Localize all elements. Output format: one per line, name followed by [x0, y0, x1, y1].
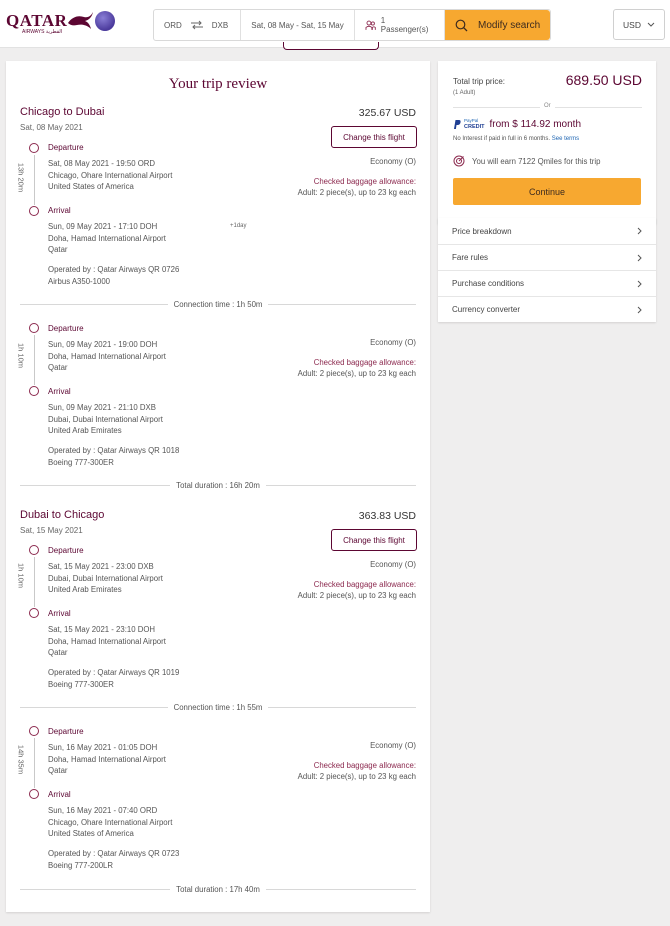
- arrival-marker-icon: [29, 608, 39, 618]
- aircraft-type: Boeing 777-300ER: [48, 457, 114, 467]
- next-day-indicator: +1day: [230, 223, 247, 229]
- departure-marker-icon: [29, 143, 39, 153]
- qmiles-target-icon: [453, 155, 465, 167]
- operated-by: Operated by : Qatar Airways QR 0723: [48, 849, 180, 858]
- bound-route-title: Dubai to Chicago: [20, 509, 105, 521]
- baggage-title: Checked baggage allowance:: [313, 761, 416, 770]
- currency-dropdown[interactable]: [613, 9, 665, 40]
- arrival-airport: Doha, Hamad International Airport: [48, 636, 166, 646]
- change-flight-button[interactable]: Change this flight: [331, 126, 417, 148]
- passenger-selector[interactable]: [355, 10, 445, 40]
- operator-info: [48, 848, 179, 871]
- departure-info: [48, 339, 166, 374]
- operator-info: [48, 445, 179, 468]
- departure-info: [48, 158, 172, 193]
- arrival-country: Qatar: [48, 648, 68, 657]
- chevron-down-icon: [647, 22, 655, 27]
- currency-converter-row[interactable]: [438, 296, 656, 322]
- departure-country: United States of America: [48, 182, 134, 191]
- summary-menu: [438, 218, 656, 322]
- operator-info: [48, 667, 179, 690]
- total-price-label: Total trip price:: [453, 77, 506, 86]
- paypal-credit-row[interactable]: [453, 118, 581, 130]
- search-icon: [455, 19, 468, 32]
- price-summary-card: [438, 61, 656, 224]
- see-terms-link[interactable]: See terms: [551, 136, 580, 142]
- arrival-airport: Doha, Hamad International Airport: [48, 233, 166, 243]
- baggage-allowance: Adult: 2 piece(s), up to 23 kg each: [297, 772, 416, 781]
- departure-time: Sat, 15 May 2021 - 23:00 DXB: [48, 562, 154, 571]
- trip-review-card: [6, 61, 430, 912]
- connection-divider: [20, 702, 416, 712]
- paypal-brand: PayPal: [464, 118, 479, 123]
- fare-rules-row[interactable]: [438, 244, 656, 270]
- chevron-right-icon: [637, 306, 642, 314]
- operated-by: Operated by : Qatar Airways QR 1019: [48, 668, 180, 677]
- departure-info: [48, 742, 166, 777]
- modify-search-button[interactable]: [445, 10, 550, 40]
- total-duration-divider: [20, 480, 416, 490]
- arrival-airport: Dubai, Dubai International Airport: [48, 414, 163, 424]
- aircraft-type: Boeing 777-200LR: [48, 860, 114, 870]
- arrival-info: [48, 402, 163, 437]
- timeline-line: [34, 557, 35, 607]
- continue-button[interactable]: Continue: [453, 178, 641, 205]
- arrival-label: Arrival: [48, 790, 71, 799]
- oryx-icon: [66, 9, 94, 31]
- departure-country: United Arab Emirates: [48, 585, 122, 594]
- operator-info: [48, 264, 179, 287]
- departure-label: Departure: [48, 727, 84, 736]
- arrival-marker-icon: [29, 789, 39, 799]
- departure-country: Qatar: [48, 363, 68, 372]
- baggage-title: Checked baggage allowance:: [313, 358, 416, 367]
- top-header: [0, 0, 670, 48]
- aircraft-type: Boeing 777-300ER: [48, 679, 114, 689]
- price-breakdown-row[interactable]: [438, 218, 656, 244]
- menu-label: Price breakdown: [452, 226, 512, 236]
- leg-duration: 1h 10m: [16, 342, 26, 369]
- destination-code: DXB: [211, 20, 229, 30]
- departure-airport: Chicago, Ohare International Airport: [48, 170, 173, 180]
- connection-time: Connection time : 1h 50m: [173, 299, 263, 309]
- total-duration: Total duration : 16h 20m: [176, 480, 260, 490]
- baggage-allowance: Adult: 2 piece(s), up to 23 kg each: [297, 188, 416, 197]
- route-selector[interactable]: [154, 10, 241, 40]
- departure-label: Departure: [48, 324, 84, 333]
- chevron-right-icon: [637, 254, 642, 262]
- connection-divider: [20, 299, 416, 309]
- baggage-title: Checked baggage allowance:: [313, 580, 416, 589]
- departure-label: Departure: [48, 143, 84, 152]
- qatar-airways-logo[interactable]: [6, 9, 92, 35]
- bound-date: Sat, 08 May 2021: [20, 123, 83, 132]
- passenger-count: 1 Passenger(s): [380, 16, 429, 34]
- logo-subtext: AIRWAYS القطرية: [22, 29, 63, 35]
- arrival-time: Sun, 09 May 2021 - 17:10 DOH: [48, 222, 158, 231]
- total-price: 689.50 USD: [565, 72, 642, 88]
- departure-time: Sat, 08 May 2021 - 19:50 ORD: [48, 159, 156, 168]
- arrival-country: United States of America: [48, 829, 134, 838]
- arrival-time: Sun, 16 May 2021 - 07:40 ORD: [48, 806, 158, 815]
- arrival-label: Arrival: [48, 387, 71, 396]
- arrival-label: Arrival: [48, 206, 71, 215]
- travel-dates: Sat, 08 May - Sat, 15 May: [251, 20, 344, 30]
- total-duration-divider: [20, 884, 416, 894]
- departure-time: Sun, 09 May 2021 - 19:00 DOH: [48, 340, 158, 349]
- oneworld-badge-icon: [95, 11, 115, 31]
- purchase-conditions-row[interactable]: [438, 270, 656, 296]
- paypal-credit-text: CREDIT: [464, 124, 485, 130]
- operated-by: Operated by : Qatar Airways QR 0726: [48, 265, 180, 274]
- arrival-info: [48, 624, 166, 659]
- cabin-class: Economy (O): [370, 560, 416, 569]
- trip-review-title: Your trip review: [168, 76, 268, 92]
- departure-marker-icon: [29, 323, 39, 333]
- timeline-line: [34, 155, 35, 205]
- arrival-time: Sat, 15 May 2021 - 23:10 DOH: [48, 625, 156, 634]
- qmiles-text: You will earn 7122 Qmiles for this trip: [472, 156, 601, 166]
- timeline-line: [34, 335, 35, 385]
- menu-label: Currency converter: [452, 305, 521, 314]
- header-tab-edge: [283, 42, 379, 50]
- search-summary-bar: [153, 9, 551, 41]
- cabin-class: Economy (O): [370, 741, 416, 750]
- passengers-icon: [365, 20, 376, 31]
- arrival-info: [48, 221, 166, 256]
- connection-time: Connection time : 1h 55m: [173, 702, 263, 712]
- date-selector[interactable]: [241, 10, 355, 40]
- baggage-allowance: Adult: 2 piece(s), up to 23 kg each: [297, 591, 416, 600]
- aircraft-type: Airbus A350-1000: [48, 276, 110, 286]
- menu-label: Purchase conditions: [452, 279, 525, 288]
- arrival-airport: Chicago, Ohare International Airport: [48, 817, 173, 827]
- leg-duration: 1h 10m: [16, 562, 26, 589]
- qmiles-row: [453, 155, 600, 167]
- cabin-class: Economy (O): [370, 338, 416, 347]
- arrival-info: [48, 805, 172, 840]
- leg-duration: 13h 20m: [16, 162, 26, 193]
- modify-search-label: Modify search: [478, 19, 541, 31]
- menu-label: Fare rules: [452, 253, 489, 262]
- departure-country: Qatar: [48, 766, 68, 775]
- arrival-time: Sun, 09 May 2021 - 21:10 DXB: [48, 403, 156, 412]
- interest-note-row: [453, 136, 579, 142]
- operated-by: Operated by : Qatar Airways QR 1018: [48, 446, 180, 455]
- total-duration: Total duration : 17h 40m: [176, 884, 260, 894]
- baggage-allowance: Adult: 2 piece(s), up to 23 kg each: [297, 369, 416, 378]
- departure-airport: Dubai, Dubai International Airport: [48, 573, 163, 583]
- departure-marker-icon: [29, 545, 39, 555]
- arrival-marker-icon: [29, 206, 39, 216]
- cabin-class: Economy (O): [370, 157, 416, 166]
- swap-arrows-icon: [190, 20, 204, 30]
- bound-route-title: Chicago to Dubai: [20, 106, 105, 118]
- departure-airport: Doha, Hamad International Airport: [48, 351, 166, 361]
- logo-wordmark: QATAR: [6, 11, 68, 30]
- departure-info: [48, 561, 163, 596]
- departure-airport: Doha, Hamad International Airport: [48, 754, 166, 764]
- passenger-note: (1 Adult): [453, 90, 476, 96]
- arrival-country: Qatar: [48, 245, 68, 254]
- chevron-right-icon: [637, 280, 642, 288]
- baggage-title: Checked baggage allowance:: [313, 177, 416, 186]
- departure-marker-icon: [29, 726, 39, 736]
- paypal-credit-logo: [464, 118, 484, 130]
- departure-label: Departure: [48, 546, 84, 555]
- or-label: Or: [540, 103, 555, 109]
- change-flight-button[interactable]: Change this flight: [331, 529, 417, 551]
- arrival-marker-icon: [29, 386, 39, 396]
- timeline-line: [34, 738, 35, 788]
- interest-note: No Interest if paid in full in 6 months.: [453, 136, 551, 142]
- monthly-credit-price: from $ 114.92 month: [489, 118, 582, 130]
- bound-date: Sat, 15 May 2021: [20, 526, 83, 535]
- paypal-icon: [453, 119, 461, 129]
- bound-price: 325.67 USD: [358, 107, 416, 119]
- currency-value: USD: [623, 19, 641, 30]
- arrival-country: United Arab Emirates: [48, 426, 122, 435]
- leg-duration: 14h 35m: [16, 744, 26, 775]
- bound-price: 363.83 USD: [358, 510, 416, 522]
- chevron-right-icon: [637, 227, 642, 235]
- departure-time: Sun, 16 May 2021 - 01:05 DOH: [48, 743, 158, 752]
- arrival-label: Arrival: [48, 609, 71, 618]
- origin-code: ORD: [164, 20, 182, 30]
